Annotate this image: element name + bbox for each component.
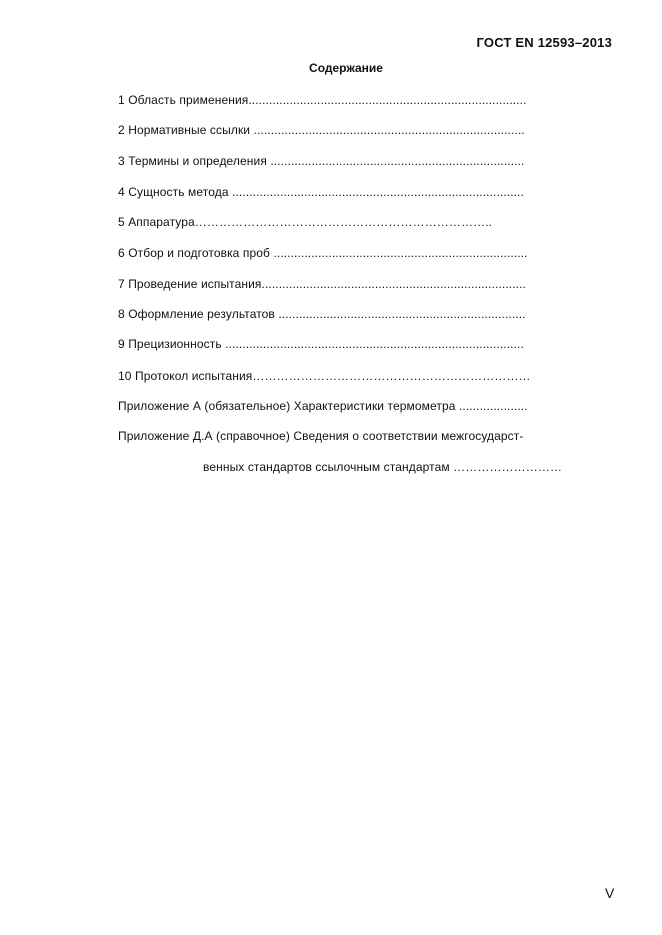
page-number: V [605, 885, 615, 901]
toc-item: 2 Нормативные ссылки ............................................................................... [118, 123, 525, 137]
toc-item: Приложение А (обязательное) Характеристики термометра .................... [118, 399, 528, 413]
toc-item: 9 Прецизионность ....................................................................................... [118, 337, 524, 351]
toc-item: Приложение Д.А (справочное) Сведения о соответствии межгосударст- [118, 429, 524, 443]
toc-item: 1 Область применения................................................................................. [118, 93, 527, 107]
toc-item: 6 Отбор и подготовка проб .......................................................................... [118, 246, 528, 260]
toc-item: 5 Аппаратура……………………………………………………………….. [118, 215, 493, 229]
toc-title: Содержание [309, 61, 383, 75]
toc-item-continuation: венных стандартов ссылочным стандартам ……………………… [203, 460, 563, 474]
toc-item: 3 Термины и определения .......................................................................... [118, 154, 525, 168]
document-code: ГОСТ EN 12593–2013 [476, 35, 612, 50]
toc-item: 8 Оформление результатов ........................................................................ [118, 307, 526, 321]
toc-item: 10 Протокол испытания…………………………………………………………… [118, 369, 531, 383]
toc-item: 7 Проведение испытания............................................................................. [118, 277, 526, 291]
toc-item: 4 Сущность метода ..................................................................................... [118, 185, 524, 199]
